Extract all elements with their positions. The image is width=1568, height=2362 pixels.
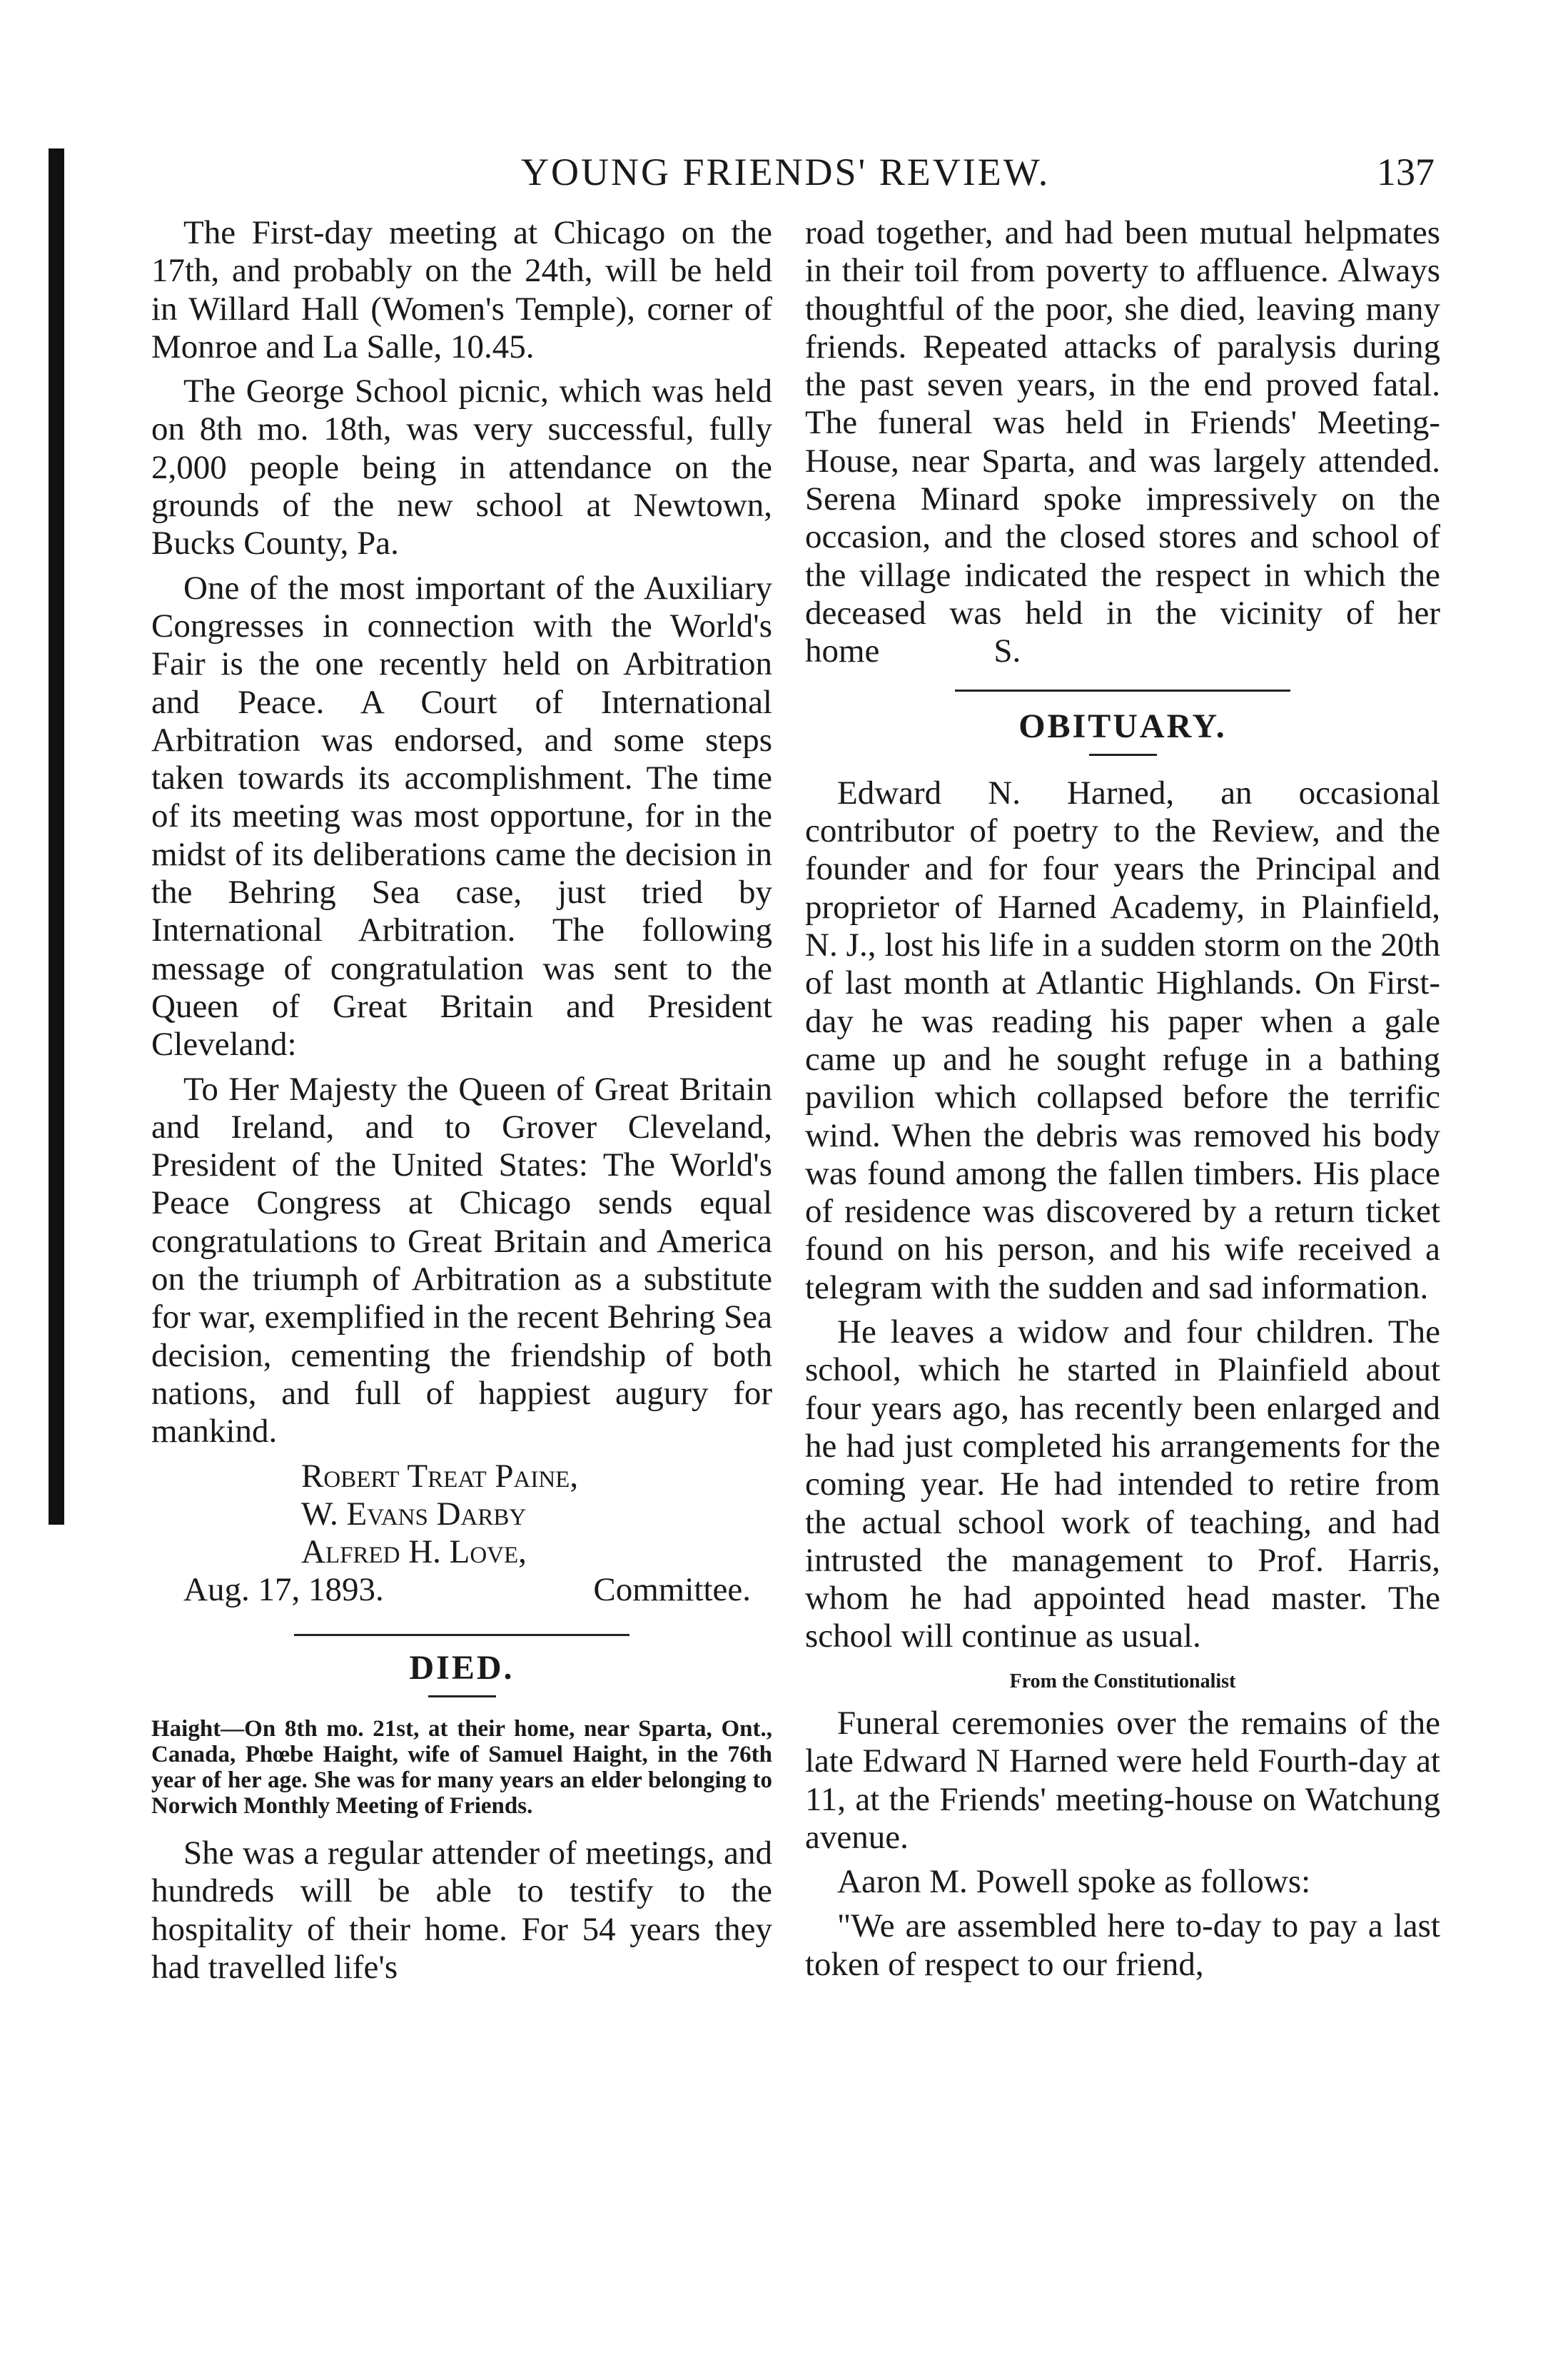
committee-label: Committee. [593, 1571, 751, 1609]
signatories [151, 1458, 772, 1610]
haight-continuation [805, 214, 1440, 671]
signatory-1: Robert Treat Paine, [301, 1457, 579, 1495]
chicago-meeting-paragraph: The First-day meeting at Chicago on the 17th, and probably on the 24th, will be held in Willard Hall (Women's Temple), corner of Monroe and La Salle, 10.45. [151, 214, 772, 365]
section-divider [294, 1634, 629, 1636]
haight-continuation-text: road together, and had been mutual helpmates in their toil from poverty to affluence. Always thoughtful of the poor, she died, leaving many friends. Repeated attacks of paralysis during the past seven years, in the end proved fatal. The funeral was held in Friends' Meeting-House, near Sparta, and was largely attended. Serena Minard spoke impressively on the occasion, and the closed stores and school of the village indicated the respect in which the deceased was held in the vicinity of her home [805, 214, 1440, 670]
haight-paragraph: She was a regular attender of meetings, and hundreds will be able to testify to the hospitality of their home. For 54 years they had travelled life's [151, 1834, 772, 1986]
obituary-heading: OBITUARY. [1018, 707, 1227, 745]
running-head: YOUNG FRIENDS' REVIEW. [521, 151, 1051, 193]
powell-intro: Aaron M. Powell spoke as follows: [837, 1863, 1311, 1901]
author-initial: S. [993, 632, 1021, 670]
source-credit: From the Constitutionalist [1009, 1670, 1236, 1692]
section-divider-2 [955, 690, 1290, 692]
obituary-heading-underline [1089, 754, 1157, 756]
signature-date-line [151, 1571, 772, 1609]
george-school-paragraph: The George School picnic, which was held on 8th mo. 18th, was very successful, fully 2,000 people being in attendance on the grounds of the new school at Newtown, Bucks County, Pa. [151, 373, 772, 562]
death-notice: Haight—On 8th mo. 21st, at their home, near Sparta, Ont., Canada, Phœbe Haight, wife of Samuel Haight, in the 76th year of her age. She was for many years an elder belonging to Norwich Monthly Meeting of Friends. [151, 1715, 772, 1819]
page-number: 137 [1377, 151, 1435, 193]
signatory-2: W. Evans Darby [301, 1495, 527, 1533]
left-column [151, 214, 772, 1993]
right-column [805, 214, 1440, 1990]
arbitration-paragraph: One of the most important of the Auxiliary Congresses in connection with the World's Fair is the one recently held on Arbitration and Peace. A Court of International Arbitration was endorsed, and some steps taken towards its accomplishment. The time of its meeting was most opportune, for in the midst of its deliberations came the decision in the Behring Sea case, just tried by International Arbitration. The following message of congratulation was sent to the Queen of Great Britain and President Cleveland: [151, 569, 772, 1064]
powell-quote: "We are assembled here to-day to pay a last token of respect to our friend, [805, 1907, 1440, 1983]
signature-date: Aug. 17, 1893. [183, 1571, 384, 1609]
page-header [143, 150, 1435, 207]
heading-underline [428, 1695, 496, 1697]
margin-scan-bar [49, 148, 64, 1525]
funeral-paragraph: Funeral ceremonies over the remains of the late Edward N Harned were held Fourth-day at 11, at the Friends' meeting-house on Watchung avenue. [805, 1704, 1440, 1856]
died-heading: DIED. [409, 1648, 515, 1687]
signatory-3: Alfred H. Love, [301, 1533, 527, 1571]
congratulation-message: To Her Majesty the Queen of Great Britain and Ireland, and to Grover Cleveland, President of the United States: The World's Peace Congress at Chicago sends equal congratulations to Great Britain and America on the triumph of Arbitration as a substitute for war, exemplified in the recent Behring Sea decision, cementing the friendship of both nations, and full of happiest augury for mankind. [151, 1070, 772, 1450]
harned-obituary-paragraph: Edward N. Harned, an occasional contributor of poetry to the Review, and the founder and for four years the Principal and proprietor of Harned Academy, in Plainfield, N. J., lost his life in a sudden storm on the 20th of last month at Atlantic Highlands. On First-day he was reading his paper when a gale came up and he sought refuge in a bathing pavilion which collapsed before the terrific wind. When the debris was removed his body was found among the fallen timbers. His place of residence was discovered by a return ticket found on his person, and his wife received a telegram with the sudden and sad information. [805, 774, 1440, 1306]
harned-family-paragraph: He leaves a widow and four children. The school, which he started in Plainfield about four years ago, has recently been enlarged and he had just completed his arrangements for the coming year. He had intended to retire from the actual school work of teaching, and had intrusted the management to Prof. Harris, whom he had appointed head master. The school will continue as usual. [805, 1313, 1440, 1655]
